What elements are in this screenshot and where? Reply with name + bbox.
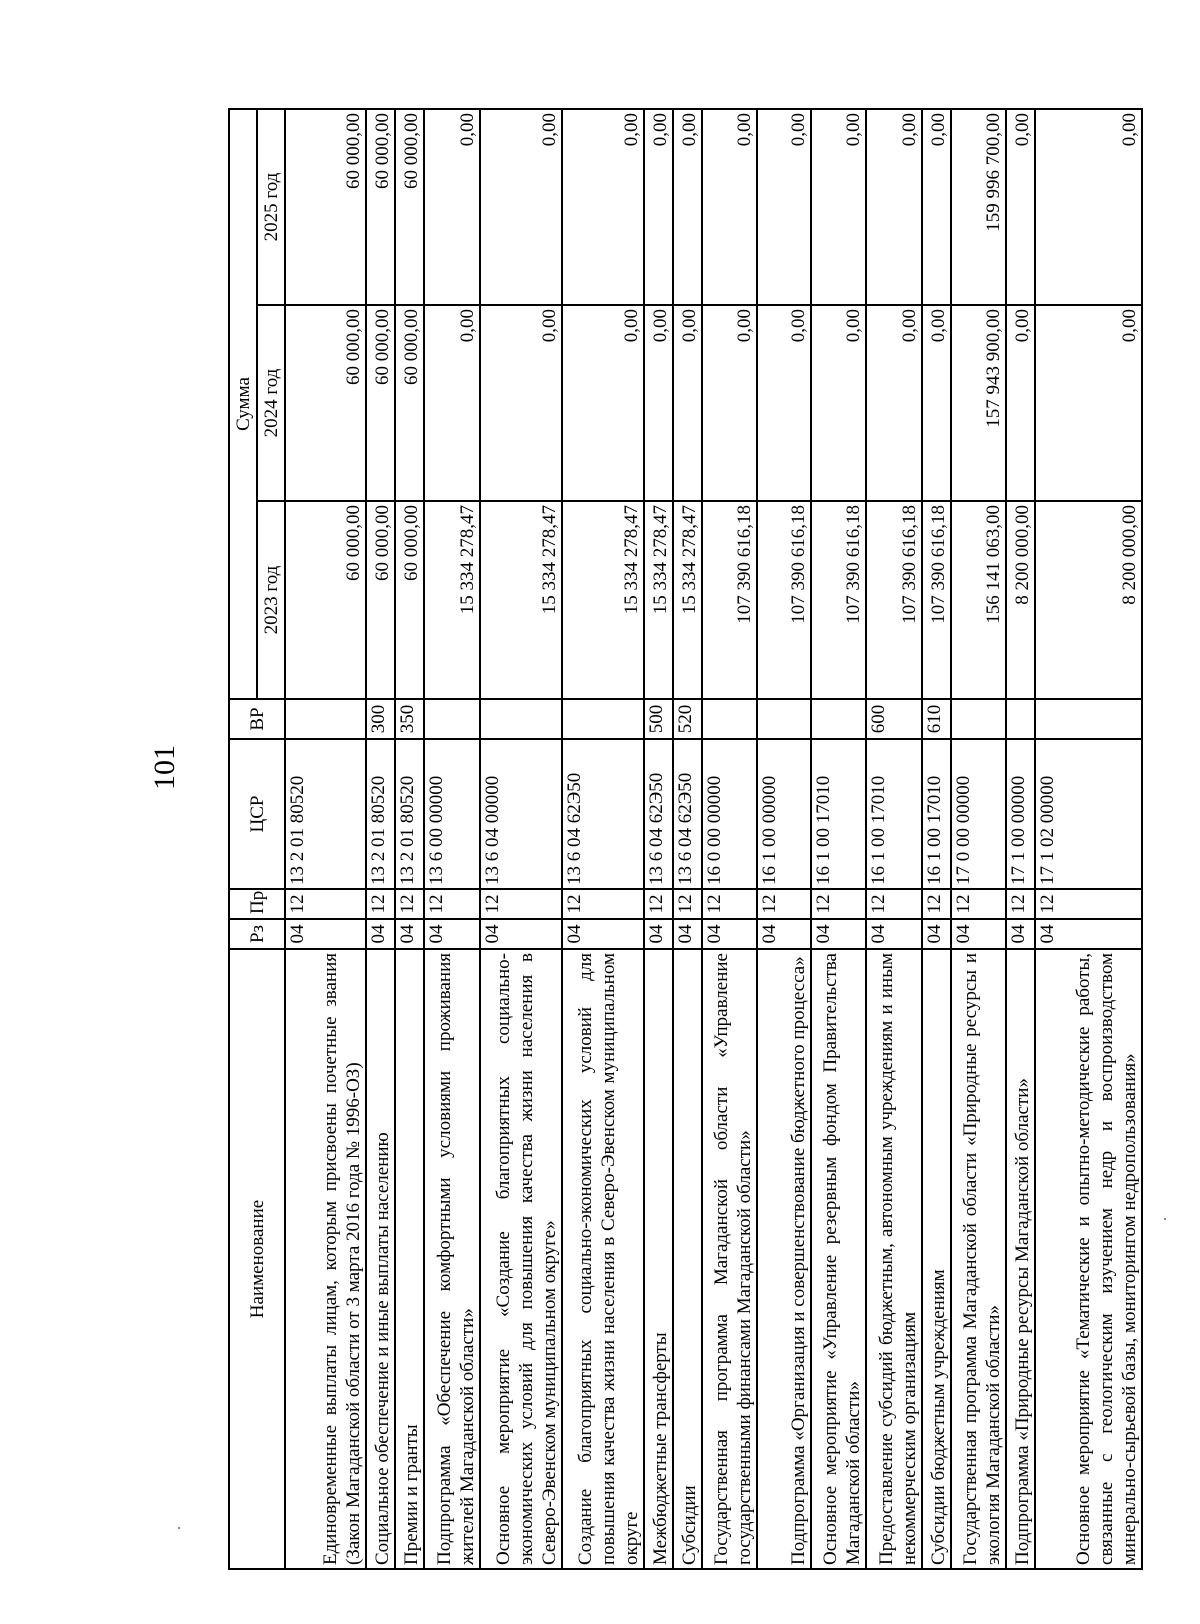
table-row bbox=[702, 109, 758, 1569]
row-csr: 16 0 00 00000 bbox=[702, 739, 758, 889]
row-rz: 04 bbox=[366, 919, 395, 949]
row-name: Государственная программа Магаданской области «Природные ресурсы и экология Магаданской области» bbox=[951, 949, 1007, 1569]
row-rz: 04 bbox=[757, 919, 810, 949]
row-vr bbox=[757, 699, 810, 739]
table-row bbox=[562, 109, 644, 1569]
row-amount-2025: 60 000,00 bbox=[366, 109, 395, 305]
row-amount-2023: 107 390 616,18 bbox=[702, 501, 758, 699]
row-amount-2023: 60 000,00 bbox=[366, 501, 395, 699]
row-pr: 12 bbox=[1006, 889, 1035, 919]
row-rz: 04 bbox=[285, 919, 366, 949]
row-amount-2023: 8 200 000,00 bbox=[1006, 501, 1035, 699]
row-amount-2024: 0,00 bbox=[480, 305, 562, 501]
row-pr: 12 bbox=[922, 889, 951, 919]
row-pr: 12 bbox=[1035, 889, 1142, 919]
row-rz: 04 bbox=[1006, 919, 1035, 949]
row-vr: 600 bbox=[866, 699, 922, 739]
row-rz: 04 bbox=[562, 919, 644, 949]
row-amount-2025: 0,00 bbox=[702, 109, 758, 305]
row-amount-2024: 0,00 bbox=[673, 305, 702, 501]
row-name: Субсидии bbox=[673, 949, 702, 1569]
row-csr: 16 1 00 17010 bbox=[866, 739, 922, 889]
row-rz: 04 bbox=[922, 919, 951, 949]
row-vr: 350 bbox=[395, 699, 424, 739]
page-number: 101 bbox=[148, 745, 181, 790]
table-row bbox=[757, 109, 810, 1569]
header-year-2024: 2024 год bbox=[257, 305, 285, 501]
row-name: Основное мероприятие «Тематические и опытно-методические работы, связанные с геологическим изучением недр и воспроизводством минерально-сырьевой базы, мониторингом недропользования» bbox=[1035, 949, 1142, 1569]
table-row bbox=[424, 109, 480, 1569]
row-vr bbox=[702, 699, 758, 739]
row-amount-2025: 0,00 bbox=[1006, 109, 1035, 305]
row-amount-2023: 15 334 278,47 bbox=[673, 501, 702, 699]
row-rz: 04 bbox=[644, 919, 673, 949]
row-rz: 04 bbox=[702, 919, 758, 949]
table-row bbox=[644, 109, 673, 1569]
row-amount-2023: 15 334 278,47 bbox=[644, 501, 673, 699]
table-row bbox=[811, 109, 867, 1569]
row-csr: 13 2 01 80520 bbox=[285, 739, 366, 889]
header-year-2025: 2025 год bbox=[257, 109, 285, 305]
row-csr: 17 1 02 00000 bbox=[1035, 739, 1142, 889]
row-vr: 610 bbox=[922, 699, 951, 739]
row-vr bbox=[1006, 699, 1035, 739]
row-name: Подпрограмма «Обеспечение комфортными условиями проживания жителей Магаданской области» bbox=[424, 949, 480, 1569]
row-amount-2024: 0,00 bbox=[1006, 305, 1035, 501]
row-csr: 17 1 00 00000 bbox=[1006, 739, 1035, 889]
row-rz: 04 bbox=[811, 919, 867, 949]
row-pr: 12 bbox=[702, 889, 758, 919]
row-csr: 13 6 04 62Э50 bbox=[673, 739, 702, 889]
row-amount-2024: 0,00 bbox=[1035, 305, 1142, 501]
row-amount-2023: 15 334 278,47 bbox=[562, 501, 644, 699]
row-amount-2024: 0,00 bbox=[866, 305, 922, 501]
table-row bbox=[395, 109, 424, 1569]
row-csr: 13 6 00 00000 bbox=[424, 739, 480, 889]
row-vr bbox=[480, 699, 562, 739]
table-row bbox=[673, 109, 702, 1569]
row-pr: 12 bbox=[395, 889, 424, 919]
budget-table bbox=[228, 108, 1143, 1570]
row-amount-2024: 60 000,00 bbox=[395, 305, 424, 501]
row-pr: 12 bbox=[951, 889, 1007, 919]
row-vr bbox=[285, 699, 366, 739]
row-pr: 12 bbox=[866, 889, 922, 919]
row-csr: 13 6 04 62Э50 bbox=[644, 739, 673, 889]
row-amount-2023: 107 390 616,18 bbox=[811, 501, 867, 699]
table-row bbox=[285, 109, 366, 1569]
row-pr: 12 bbox=[644, 889, 673, 919]
row-amount-2024: 157 943 900,00 bbox=[951, 305, 1007, 501]
row-amount-2025: 0,00 bbox=[811, 109, 867, 305]
table-row bbox=[866, 109, 922, 1569]
table-row bbox=[951, 109, 1007, 1569]
row-amount-2025: 0,00 bbox=[644, 109, 673, 305]
row-amount-2025: 60 000,00 bbox=[285, 109, 366, 305]
row-amount-2024: 0,00 bbox=[562, 305, 644, 501]
row-vr bbox=[562, 699, 644, 739]
header-year-2023: 2023 год bbox=[257, 501, 285, 699]
row-name: Основное мероприятие «Создание благоприятных социально-экономических условий для повышения качества жизни населения в Северо-Эвенском муниципальном округе» bbox=[480, 949, 562, 1569]
scan-speck bbox=[178, 1527, 180, 1529]
row-name: Подпрограмма «Природные ресурсы Магаданской области» bbox=[1006, 949, 1035, 1569]
row-amount-2025: 0,00 bbox=[866, 109, 922, 305]
row-csr: 17 0 00 00000 bbox=[951, 739, 1007, 889]
row-name: Предоставление субсидий бюджетным, автономным учреждениям и иным некоммерческим организациям bbox=[866, 949, 922, 1569]
row-name: Субсидии бюджетным учреждениям bbox=[922, 949, 951, 1569]
row-csr: 13 6 04 62Э50 bbox=[562, 739, 644, 889]
row-pr: 12 bbox=[424, 889, 480, 919]
row-amount-2025: 159 996 700,00 bbox=[951, 109, 1007, 305]
row-name: Подпрограмма «Организация и совершенствование бюджетного процесса» bbox=[757, 949, 810, 1569]
row-amount-2023: 8 200 000,00 bbox=[1035, 501, 1142, 699]
row-rz: 04 bbox=[866, 919, 922, 949]
row-amount-2024: 0,00 bbox=[811, 305, 867, 501]
row-amount-2025: 0,00 bbox=[757, 109, 810, 305]
row-rz: 04 bbox=[951, 919, 1007, 949]
table-header bbox=[229, 109, 285, 1569]
row-name: Создание благоприятных социально-экономических условий для повышения качества жизни населения в Северо-Эвенском муниципальном округе bbox=[562, 949, 644, 1569]
row-pr: 12 bbox=[285, 889, 366, 919]
table-row bbox=[480, 109, 562, 1569]
row-name: Межбюджетные трансферты bbox=[644, 949, 673, 1569]
row-amount-2024: 60 000,00 bbox=[285, 305, 366, 501]
row-name: Премии и гранты bbox=[395, 949, 424, 1569]
table-row bbox=[922, 109, 951, 1569]
row-amount-2025: 0,00 bbox=[922, 109, 951, 305]
row-csr: 16 1 00 17010 bbox=[811, 739, 867, 889]
row-vr: 500 bbox=[644, 699, 673, 739]
row-amount-2024: 60 000,00 bbox=[366, 305, 395, 501]
row-amount-2025: 0,00 bbox=[1035, 109, 1142, 305]
row-vr: 520 bbox=[673, 699, 702, 739]
row-amount-2023: 107 390 616,18 bbox=[757, 501, 810, 699]
row-name: Единовременные выплаты лицам, которым присвоены почетные звания (Закон Магаданской области от 3 марта 2016 года № 1996-ОЗ) bbox=[285, 949, 366, 1569]
row-pr: 12 bbox=[811, 889, 867, 919]
row-name: Основное мероприятие «Управление резервным фондом Правительства Магаданской области» bbox=[811, 949, 867, 1569]
row-name: Государственная программа Магаданской области «Управление государственными финансами Магаданской области» bbox=[702, 949, 758, 1569]
row-csr: 13 2 01 80520 bbox=[395, 739, 424, 889]
table-row bbox=[366, 109, 395, 1569]
row-pr: 12 bbox=[366, 889, 395, 919]
row-amount-2023: 15 334 278,47 bbox=[480, 501, 562, 699]
row-vr bbox=[811, 699, 867, 739]
row-amount-2023: 107 390 616,18 bbox=[866, 501, 922, 699]
scan-speck bbox=[1164, 1218, 1166, 1220]
header-name: Наименование bbox=[229, 949, 285, 1569]
row-rz: 04 bbox=[395, 919, 424, 949]
row-amount-2024: 0,00 bbox=[644, 305, 673, 501]
table-body bbox=[285, 109, 1142, 1569]
row-csr: 13 2 01 80520 bbox=[366, 739, 395, 889]
row-amount-2025: 60 000,00 bbox=[395, 109, 424, 305]
header-vr: ВР bbox=[229, 699, 285, 739]
row-amount-2025: 0,00 bbox=[562, 109, 644, 305]
row-vr bbox=[951, 699, 1007, 739]
header-pr: Пр bbox=[229, 889, 285, 919]
row-amount-2024: 0,00 bbox=[702, 305, 758, 501]
row-amount-2024: 0,00 bbox=[922, 305, 951, 501]
header-rz: Рз bbox=[229, 919, 285, 949]
row-name: Социальное обеспечение и иные выплаты населению bbox=[366, 949, 395, 1569]
row-pr: 12 bbox=[757, 889, 810, 919]
header-sum: Сумма bbox=[229, 109, 257, 699]
row-amount-2023: 15 334 278,47 bbox=[424, 501, 480, 699]
row-pr: 12 bbox=[673, 889, 702, 919]
row-amount-2024: 0,00 bbox=[757, 305, 810, 501]
row-amount-2025: 0,00 bbox=[424, 109, 480, 305]
row-vr bbox=[1035, 699, 1142, 739]
row-amount-2025: 0,00 bbox=[480, 109, 562, 305]
row-rz: 04 bbox=[673, 919, 702, 949]
row-amount-2023: 156 141 063,00 bbox=[951, 501, 1007, 699]
table-row bbox=[1035, 109, 1142, 1569]
header-csr: ЦСР bbox=[229, 739, 285, 889]
row-csr: 16 1 00 00000 bbox=[757, 739, 810, 889]
row-pr: 12 bbox=[480, 889, 562, 919]
table-row bbox=[1006, 109, 1035, 1569]
row-amount-2023: 60 000,00 bbox=[285, 501, 366, 699]
row-amount-2023: 60 000,00 bbox=[395, 501, 424, 699]
row-rz: 04 bbox=[1035, 919, 1142, 949]
row-amount-2025: 0,00 bbox=[673, 109, 702, 305]
row-amount-2023: 107 390 616,18 bbox=[922, 501, 951, 699]
row-csr: 16 1 00 17010 bbox=[922, 739, 951, 889]
row-amount-2024: 0,00 bbox=[424, 305, 480, 501]
rotated-table-container bbox=[228, 110, 1143, 1570]
row-pr: 12 bbox=[562, 889, 644, 919]
row-rz: 04 bbox=[424, 919, 480, 949]
row-vr bbox=[424, 699, 480, 739]
row-csr: 13 6 04 00000 bbox=[480, 739, 562, 889]
row-vr: 300 bbox=[366, 699, 395, 739]
row-rz: 04 bbox=[480, 919, 562, 949]
